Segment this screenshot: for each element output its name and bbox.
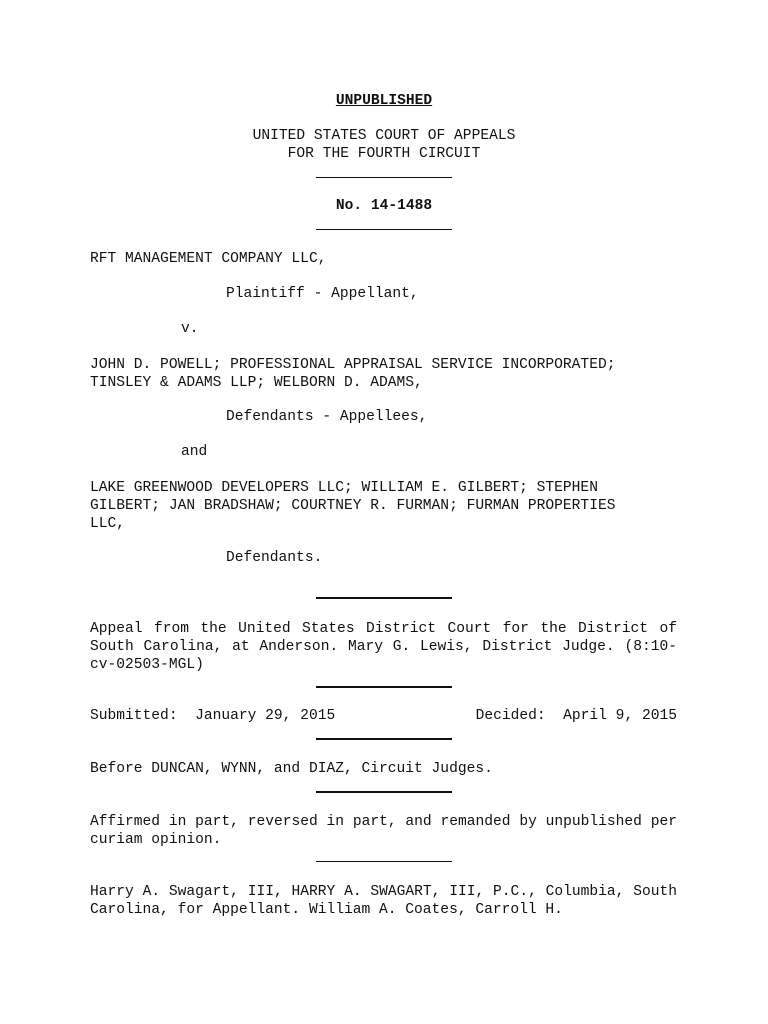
other-defendants-line2: GILBERT; JAN BRADSHAW; COURTNEY R. FURMAN; FURMAN PROPERTIES <box>90 498 616 514</box>
submitted-date: Submitted: January 29, 2015 <box>90 708 336 724</box>
other-defendants-role: Defendants. <box>226 550 323 566</box>
divider-rule <box>316 177 452 178</box>
versus-label: v. <box>181 321 199 337</box>
plaintiff-role: Plaintiff - Appellant, <box>226 286 419 302</box>
court-name-line2: FOR THE FOURTH CIRCUIT <box>287 146 481 162</box>
panel-paragraph: Before DUNCAN, WYNN, and DIAZ, Circuit Judges. <box>90 761 493 777</box>
defendants-role: Defendants - Appellees, <box>226 409 428 425</box>
counsel-paragraph: Harry A. Swagart, III, HARRY A. SWAGART, III, P.C., Columbia, South Carolina, for Appellant. William A. Coates, Carroll H. <box>90 884 677 918</box>
unpublished-label: UNPUBLISHED <box>335 93 433 109</box>
and-label: and <box>181 444 208 460</box>
divider-rule <box>316 791 452 793</box>
other-defendants-line1: LAKE GREENWOOD DEVELOPERS LLC; WILLIAM E. GILBERT; STEPHEN <box>90 480 598 496</box>
divider-rule <box>316 686 452 688</box>
case-number: No. 14-1488 <box>335 198 433 214</box>
disposition-paragraph: Affirmed in part, reversed in part, and remanded by unpublished per curiam opinion. <box>90 814 677 848</box>
decided-date: Decided: April 9, 2015 <box>475 708 677 724</box>
other-defendants-line3: LLC, <box>90 516 126 532</box>
appeal-paragraph: Appeal from the United States District Court for the District of South Carolina, at Anderson. Mary G. Lewis, District Judge. (8:10-cv-02503-MGL) <box>90 621 677 673</box>
divider-rule <box>316 229 452 230</box>
divider-rule <box>316 597 452 599</box>
court-name-line1: UNITED STATES COURT OF APPEALS <box>252 128 516 144</box>
plaintiff-name: RFT MANAGEMENT COMPANY LLC, <box>90 251 327 267</box>
dates-row <box>90 707 677 725</box>
defendants-line2: TINSLEY & ADAMS LLP; WELBORN D. ADAMS, <box>90 375 423 391</box>
divider-rule <box>316 738 452 740</box>
divider-rule <box>316 861 452 862</box>
defendants-line1: JOHN D. POWELL; PROFESSIONAL APPRAISAL SERVICE INCORPORATED; <box>90 357 616 373</box>
